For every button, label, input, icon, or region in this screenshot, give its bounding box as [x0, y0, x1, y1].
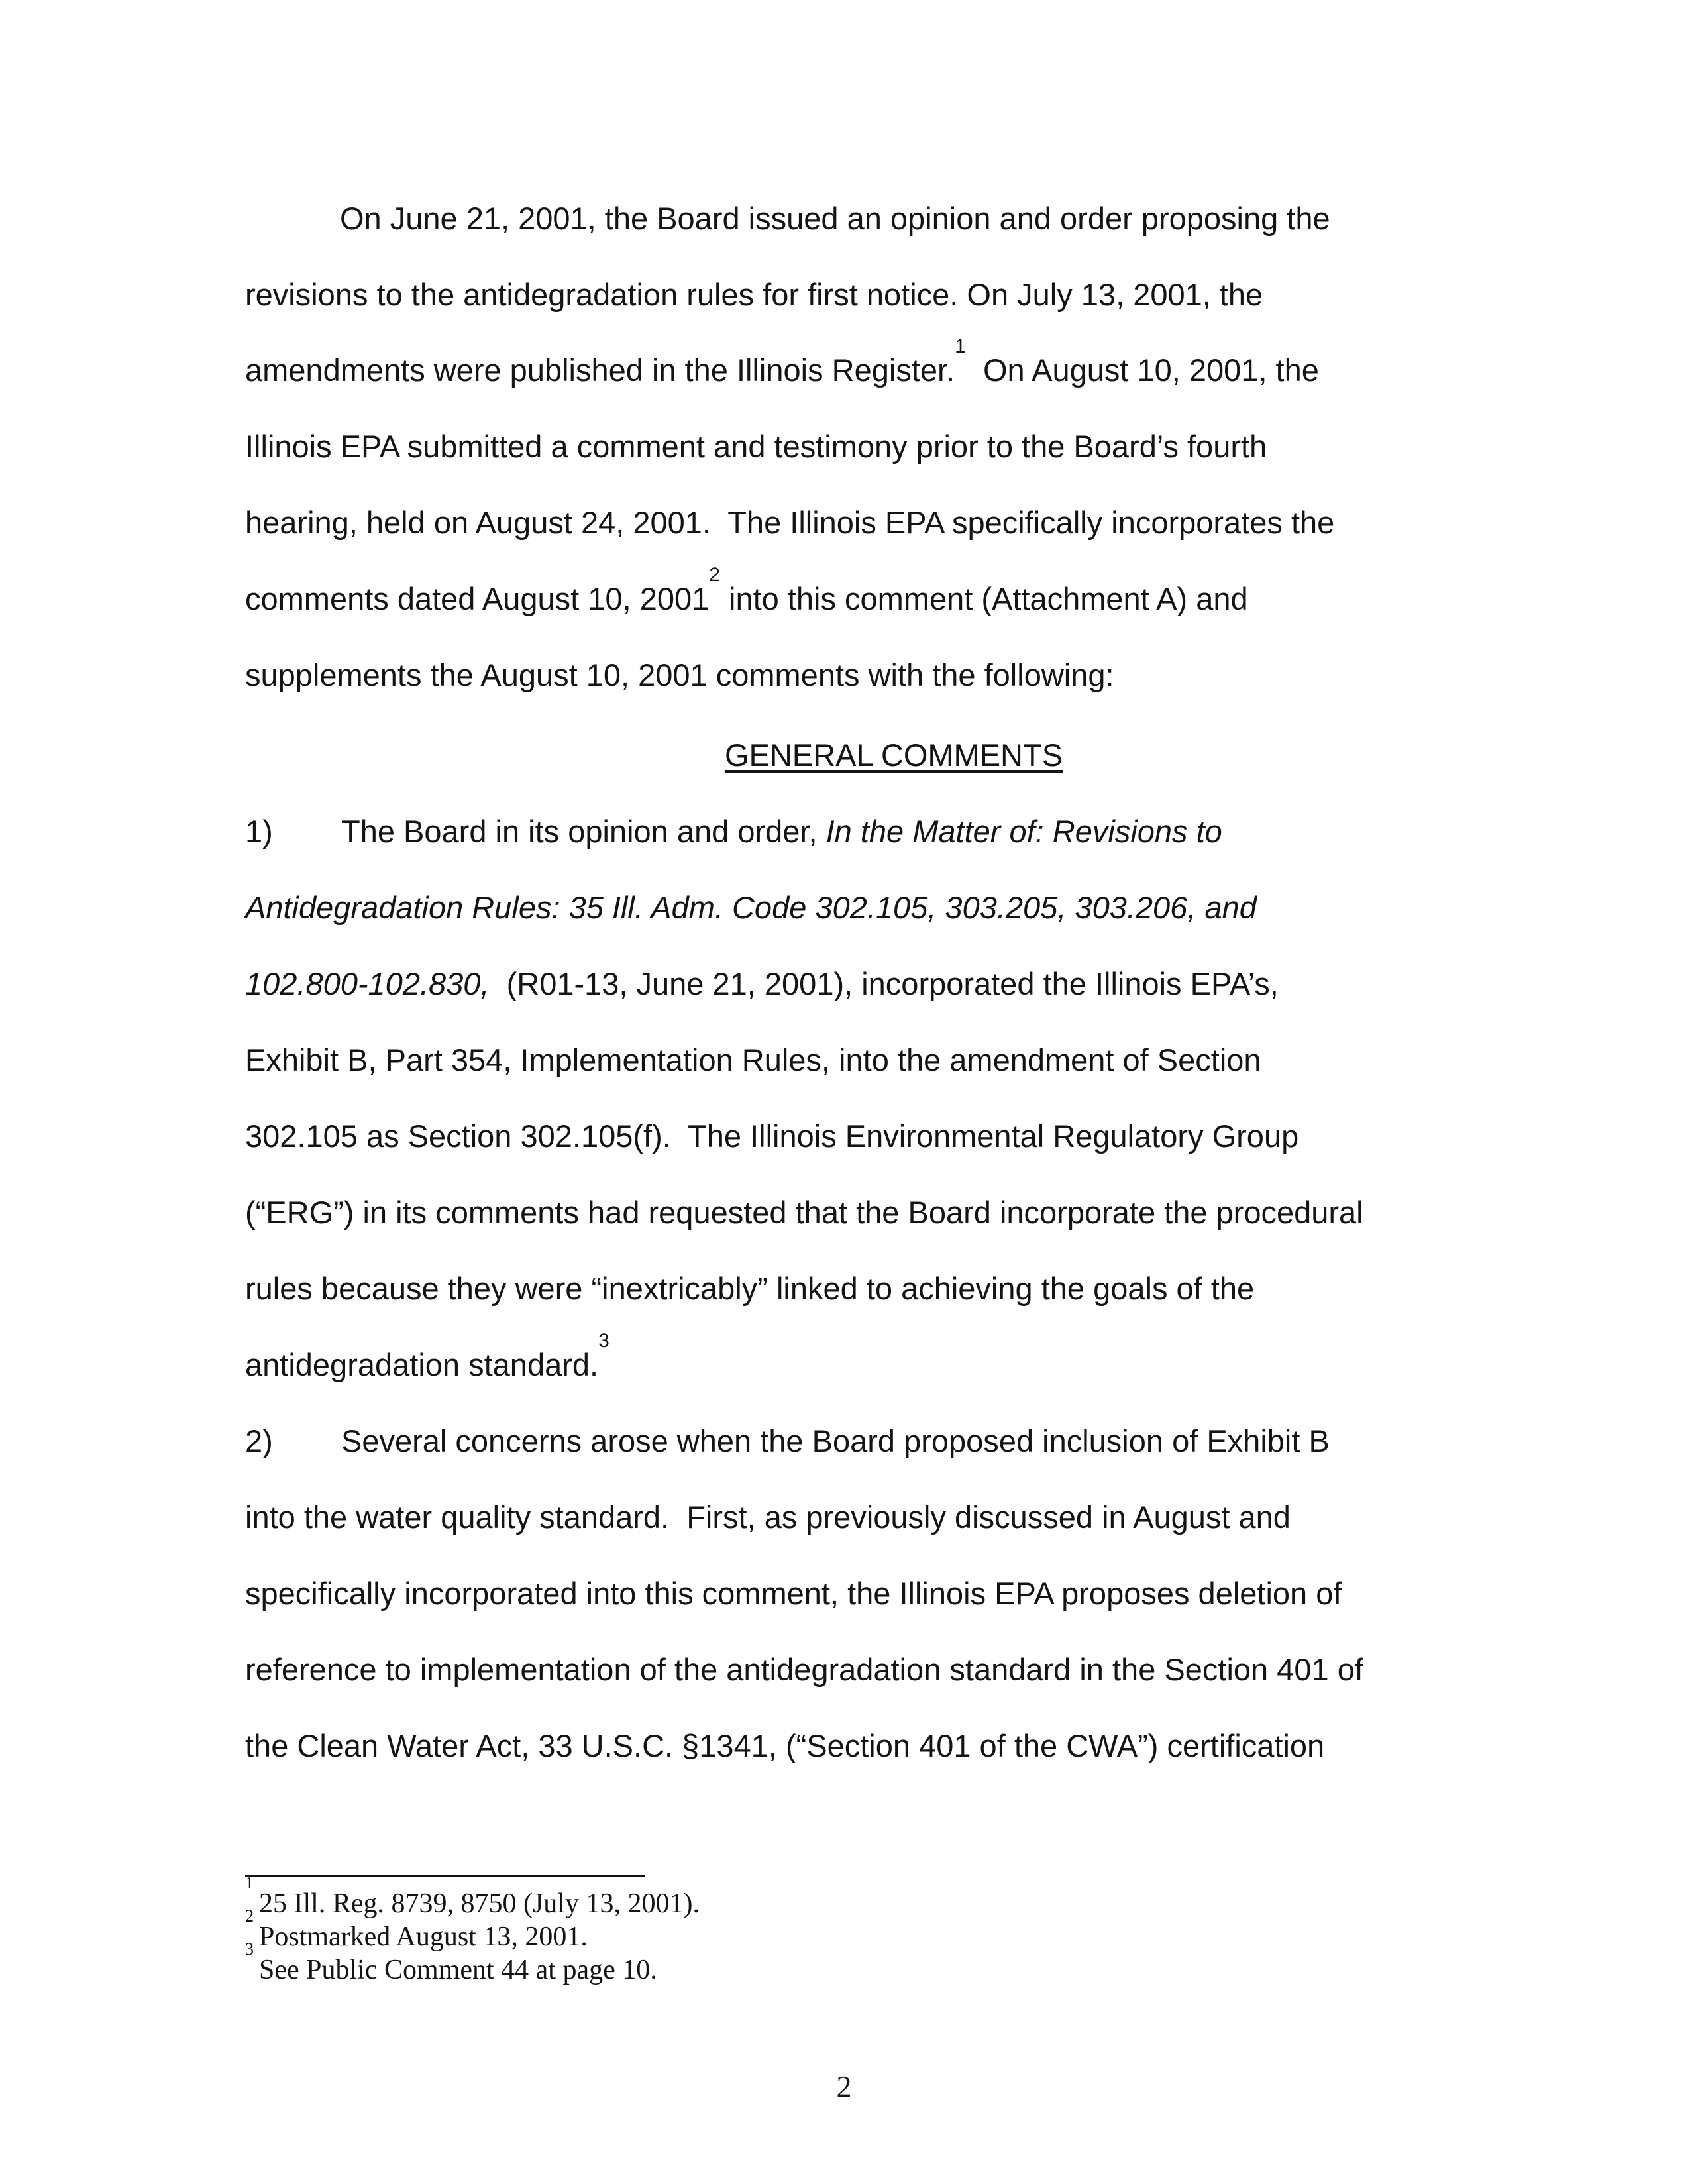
text: 302.105 as Section 302.105(f). The Illinois Environmental Regulatory Group [245, 1119, 1299, 1154]
item-1-line-1 [245, 813, 1222, 850]
text: rules because they were “inextricably” linked to achieving the goals of the [245, 1271, 1255, 1306]
item-1-line-4 [245, 1042, 1261, 1079]
text: antidegradation standard. [245, 1347, 599, 1382]
case-title: 102.800-102.830, [245, 966, 490, 1001]
footnote-ref-3: 3 [598, 1330, 610, 1352]
paragraph-1-line-5 [245, 504, 1334, 541]
text: comments dated August 10, 2001 [245, 581, 710, 616]
footnote-3 [245, 1939, 657, 1987]
item-1-number: 1) [245, 814, 273, 849]
item-1-line-2 [245, 889, 1257, 926]
case-title: Antidegradation Rules: 35 Ill. Adm. Code 302.105, 303.205, 303.206, and [245, 890, 1257, 925]
text: (R01-13, June 21, 2001), incorporated the Illinois EPA’s, [489, 966, 1279, 1001]
item-1-line-7 [245, 1270, 1254, 1307]
footnote-text: 25 Ill. Reg. 8739, 8750 (July 13, 2001). [259, 1888, 700, 1919]
text: into this comment (Attachment A) and [719, 581, 1248, 616]
item-2-line-4 [245, 1651, 1363, 1688]
heading-text: GENERAL COMMENTS [724, 737, 1063, 773]
text: supplements the August 10, 2001 comments with the following: [245, 657, 1114, 692]
item-1-line-5 [245, 1118, 1298, 1155]
text: reference to implementation of the antidegradation standard in the Section 401 of [245, 1652, 1363, 1687]
text: (“ERG”) in its comments had requested that the Board incorporate the procedural [245, 1195, 1363, 1230]
paragraph-1-line-2 [245, 276, 1263, 313]
item-2-line-3 [245, 1575, 1342, 1612]
text: the Clean Water Act, 33 U.S.C. §1341, (“Section 401 of the CWA”) certification [245, 1728, 1325, 1763]
page-number [0, 2069, 1696, 2104]
text: The Board in its opinion and order, [341, 814, 826, 849]
footnote-mark: 1 [245, 1873, 254, 1892]
text: hearing, held on August 24, 2001. The Illinois EPA specifically incorporates the [245, 505, 1335, 540]
item-2-number: 2) [245, 1423, 273, 1458]
text: On August 10, 2001, the [965, 353, 1319, 388]
item-1-line-3 [245, 965, 1279, 1003]
item-2-line-2 [245, 1499, 1291, 1536]
footnote-1 [245, 1873, 700, 1920]
item-1-line-6 [245, 1194, 1363, 1231]
footnote-ref-1: 1 [955, 335, 966, 357]
text: into the water quality standard. First, as previously discussed in August and [245, 1500, 1291, 1535]
text: specifically incorporated into this comment, the Illinois EPA proposes deletion of [245, 1576, 1342, 1611]
page-number-text: 2 [836, 2069, 852, 2103]
item-2-line-5 [245, 1727, 1324, 1765]
item-2-line-1 [245, 1423, 1330, 1460]
footnote-mark: 3 [245, 1939, 254, 1959]
paragraph-1-line-3 [245, 335, 1319, 389]
footnote-mark: 2 [245, 1906, 254, 1926]
paragraph-1-line-1 [340, 200, 1330, 237]
text: On June 21, 2001, the Board issued an opinion and order proposing the [340, 201, 1330, 236]
text: Illinois EPA submitted a comment and testimony prior to the Board’s fourth [245, 429, 1267, 464]
footnote-text: Postmarked August 13, 2001. [259, 1922, 588, 1952]
case-title: In the Matter of: Revisions to [825, 814, 1222, 849]
footnote-separator [245, 1875, 645, 1877]
paragraph-1-line-7 [245, 657, 1114, 694]
paragraph-1-line-6 [245, 564, 1248, 618]
text: Several concerns arose when the Board proposed inclusion of Exhibit B [341, 1423, 1330, 1458]
item-1-line-8 [245, 1330, 610, 1384]
text: revisions to the antidegradation rules for first notice. On July 13, 2001, the [245, 277, 1263, 312]
footnote-2 [245, 1906, 588, 1953]
text: amendments were published in the Illinois Register. [245, 353, 955, 388]
paragraph-1-line-4 [245, 428, 1267, 465]
footnote-text: See Public Comment 44 at page 10. [259, 1955, 657, 1985]
section-heading [0, 737, 1696, 774]
footnote-ref-2: 2 [709, 564, 720, 586]
text: Exhibit B, Part 354, Implementation Rules, into the amendment of Section [245, 1042, 1261, 1077]
